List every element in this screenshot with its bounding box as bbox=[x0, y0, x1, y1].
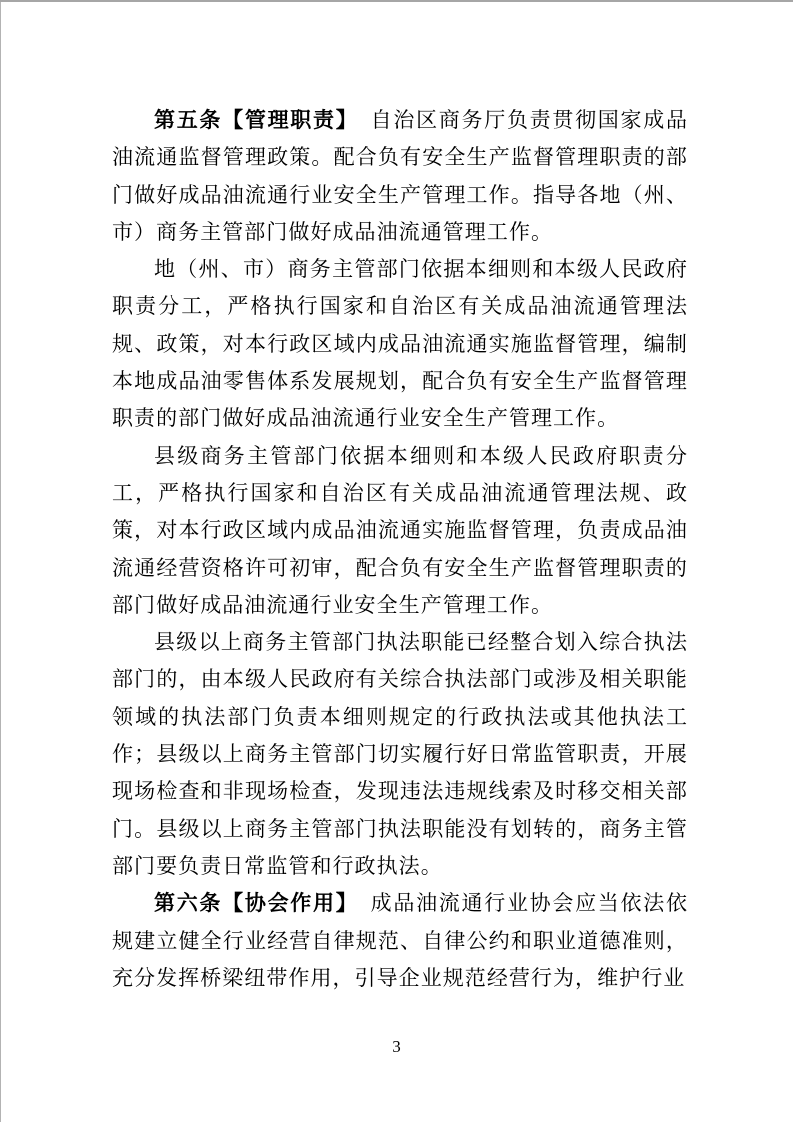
article-5-heading: 第五条【管理职责】 bbox=[154, 108, 348, 132]
article-5-text: 自治区商务厅负责贯彻国家成品油流通监督管理政策。配合负有安全生产监督管理职责的部门做好成品油流通行业安全生产管理工作。指导各地（州、市）商务主管部门做好成品油流通管理工作。 bbox=[112, 108, 688, 244]
page-number: 3 bbox=[392, 1037, 401, 1056]
paragraph-article-6 bbox=[112, 885, 688, 997]
paragraph-county-duties bbox=[112, 438, 688, 624]
article-6-text: 成品油流通行业协会应当依法依规建立健全行业经营自律规范、自律公约和职业道德准则，充分发挥桥梁纽带作用，引导企业规范经营行为，维护行业 bbox=[112, 891, 688, 990]
paragraph-prefecture-duties-text: 地（州、市）商务主管部门依据本细则和本级人民政府职责分工，严格执行国家和自治区有关成品油流通管理法规、政策，对本行政区域内成品油流通实施监督管理，编制本地成品油零售体系发展规划，配合负有安全生产监督管理职责的部门做好成品油流通行业安全生产管理工作。 bbox=[112, 257, 688, 431]
article-6-heading: 第六条【协会作用】 bbox=[154, 891, 348, 916]
paragraph-county-duties-text: 县级商务主管部门依据本细则和本级人民政府职责分工，严格执行国家和自治区有关成品油流通管理法规、政策，对本行政区域内成品油流通实施监督管理，负责成品油流通经营资格许可初审，配合负有安全生产监督管理职责的部门做好成品油流通行业安全生产管理工作。 bbox=[112, 443, 688, 617]
document-content bbox=[112, 102, 688, 997]
paragraph-enforcement bbox=[112, 624, 688, 885]
paragraph-enforcement-text: 县级以上商务主管部门执法职能已经整合划入综合执法部门的，由本级人民政府有关综合执法部门或涉及相关职能领域的执法部门负责本细则规定的行政执法或其他执法工作；县级以上商务主管部门切实履行好日常监管职责，开展现场检查和非现场检查，发现违法违规线索及时移交相关部门。县级以上商务主管部门执法职能没有划转的，商务主管部门要负责日常监管和行政执法。 bbox=[112, 630, 688, 878]
paragraph-article-5 bbox=[112, 102, 688, 251]
paragraph-prefecture-duties bbox=[112, 251, 688, 437]
